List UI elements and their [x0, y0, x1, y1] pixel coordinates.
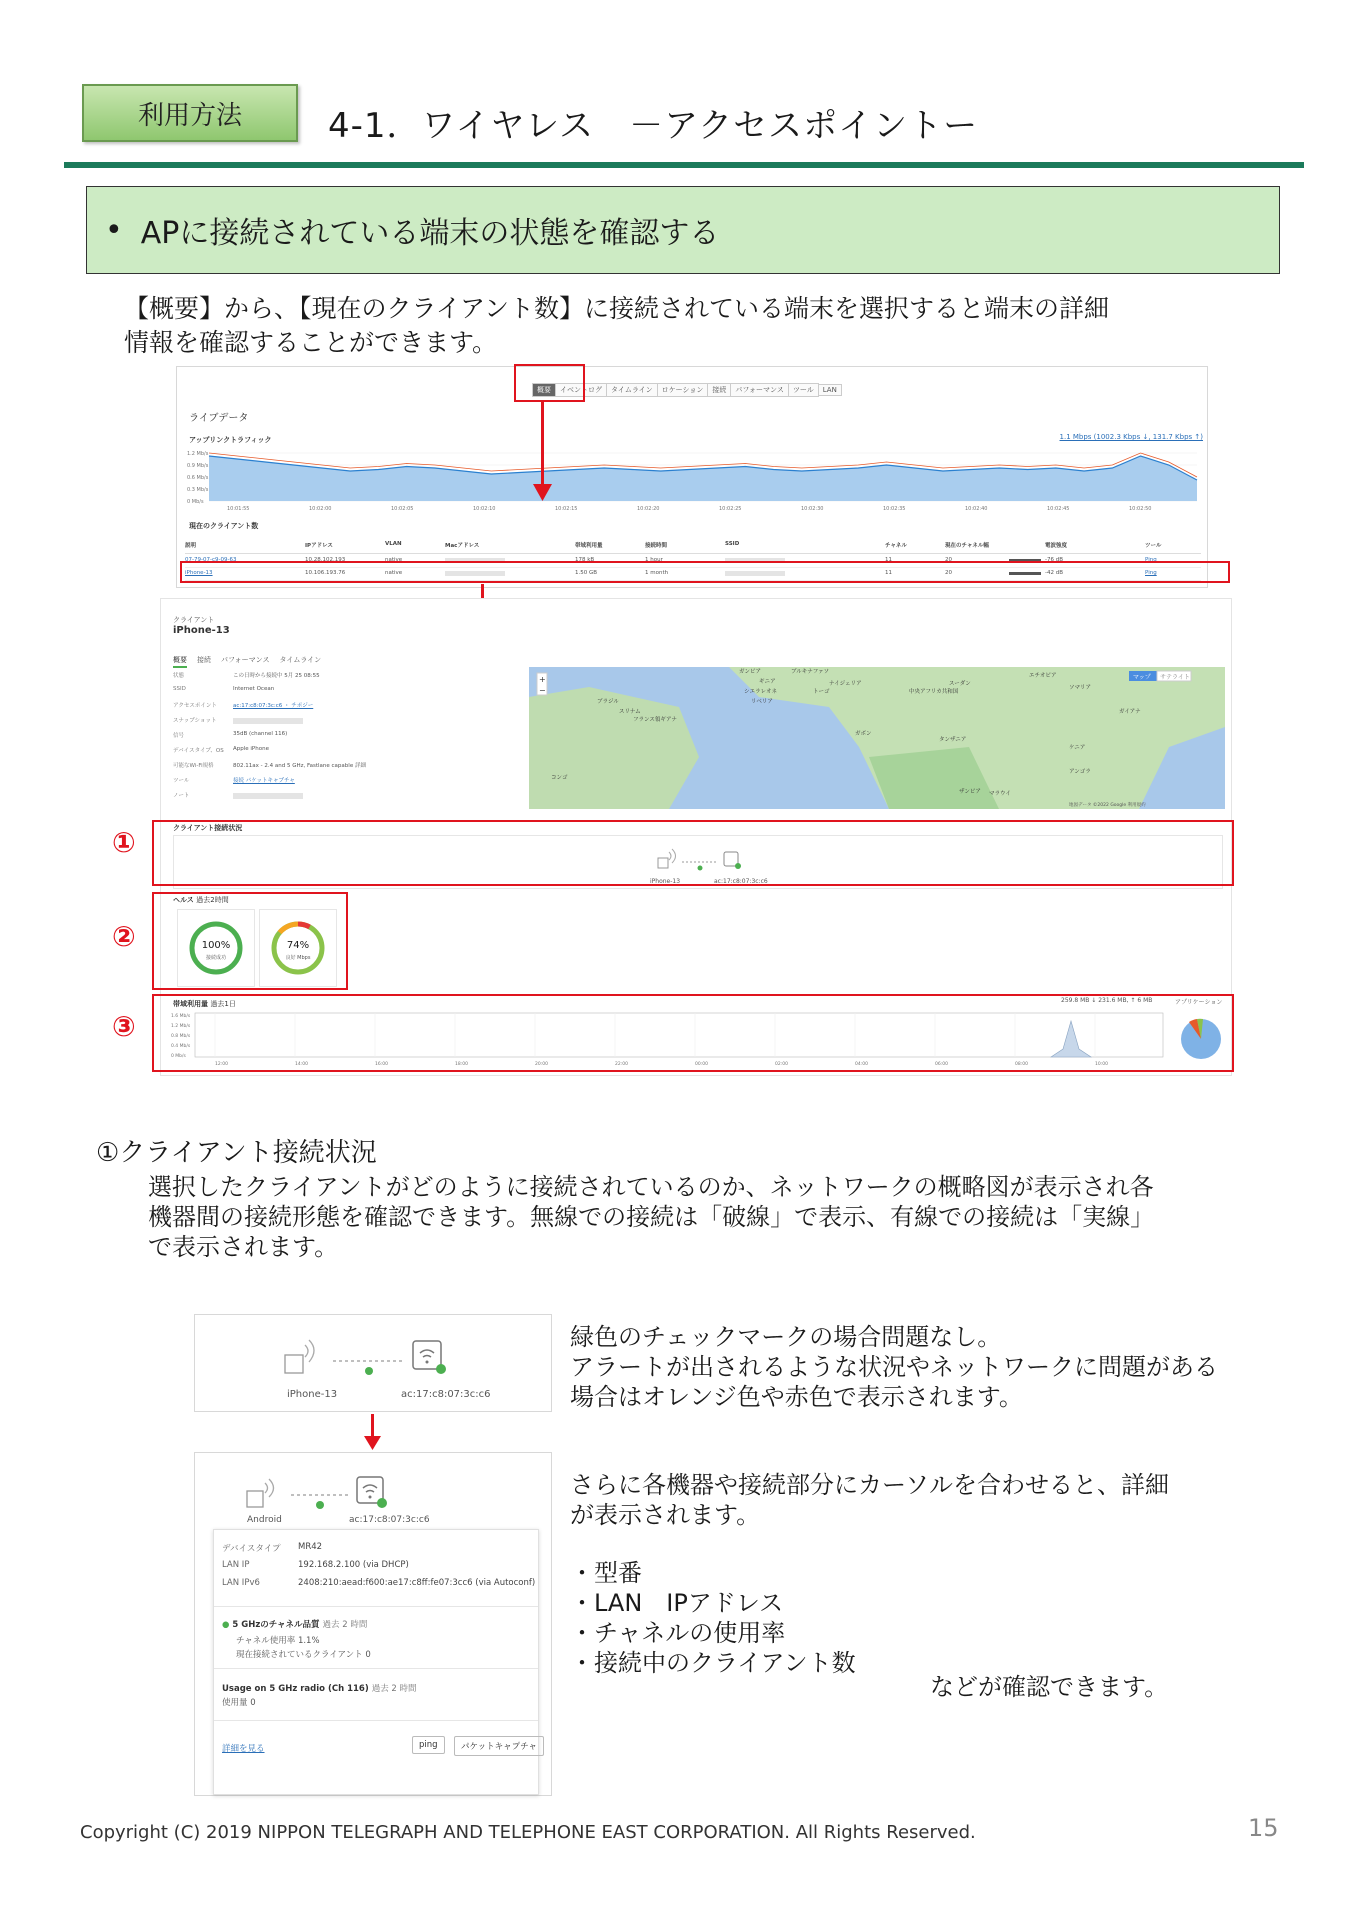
bandwidth-x-tick: 14:00 [295, 1062, 308, 1067]
divider [214, 1720, 538, 1721]
overview-screenshot [176, 366, 1208, 588]
client-row-highlight [180, 561, 1230, 583]
usage-badge: 利用方法 [82, 84, 298, 142]
overview-tab-1[interactable]: イベントログ [555, 383, 607, 397]
bandwidth-x-tick: 18:00 [455, 1062, 468, 1067]
arrow-line-1 [541, 402, 544, 486]
table-cell[interactable]: iPhone-13 [185, 570, 213, 576]
map-label: ブルキナファソ [791, 669, 830, 675]
topology-screenshot [194, 1314, 552, 1412]
clients-title: 現在のクライアント数 [189, 522, 259, 530]
uplink-x-tick: 10:02:40 [965, 506, 988, 512]
client-field-label: 状態 [173, 673, 185, 679]
client-field-value[interactable]: ac:17:c8:07:3c:c6 ・ チポジー [233, 703, 314, 709]
zoom-in-icon[interactable]: + [539, 675, 546, 684]
intro-line-1: 【概要】から、【現在のクライアント数】に接続されている端末を選択すると端末の詳細 [124, 294, 1110, 323]
map-label: ソマリア [1069, 685, 1092, 691]
tooltip-row-value: 192.168.2.100 (via DHCP) [298, 1560, 409, 1570]
topology-android [245, 1473, 435, 1517]
ap-tooltip [213, 1529, 539, 1795]
table-cell: 10.28.102.193 [305, 557, 346, 563]
client-field-label: ツール [173, 778, 190, 784]
uplink-x-tick: 10:02:20 [637, 506, 660, 512]
bandwidth-total: 259.8 MB ↓ 231.6 MB, ↑ 6 MB [1061, 997, 1153, 1004]
note-2-list-item: ・チャネルの使用率 [570, 1619, 786, 1647]
marker-1: ① [112, 826, 136, 859]
table-cell: native [385, 570, 403, 576]
bandwidth-legend: アプリケーション [1175, 999, 1223, 1006]
client-field-row [173, 759, 513, 774]
overview-tab-5[interactable]: パフォーマンス [730, 383, 788, 397]
tooltip-row-label: LAN IPv6 [222, 1578, 260, 1588]
overview-tab-highlight [514, 364, 585, 402]
uplink-x-tick: 10:01:55 [227, 506, 250, 512]
map-label: ブラジル [597, 699, 619, 705]
map-label: トーゴ [813, 689, 830, 695]
client-tab-1[interactable]: 接続 [197, 656, 211, 664]
channel-quality-title: ● 5 GHzのチャネル品質 過去 2 時間 [222, 1620, 368, 1630]
section-1-line-2: 機器間の接続形態を確認できます。無線での接続は「破線」で表示、有線での接続は「実線」 [148, 1203, 1155, 1231]
arrow-down-icon [364, 1436, 381, 1451]
section-1-line-3: で表示されます。 [148, 1233, 339, 1261]
live-data-title: ライブデータ [189, 413, 249, 424]
note-2-line-1: さらに各機器や接続部分にカーソルを合わせると、詳細 [570, 1471, 1170, 1499]
map-label: シエラレオネ [744, 689, 777, 695]
topology-detail-client: iPhone-13 [287, 1389, 338, 1400]
intro-line-2: 情報を確認することができます。 [124, 328, 498, 357]
connection-status-title: クライアント接続状況 [173, 824, 243, 832]
highlight-connection-status [152, 820, 1234, 886]
table-cell[interactable]: 07-79-07-c9-09-63 [185, 557, 237, 563]
map-label: スリナム [619, 709, 641, 715]
note-2-list-item: ・型番 [570, 1559, 642, 1587]
bandwidth-x-tick: 10:00 [1095, 1062, 1108, 1067]
map-label: ケニア [1069, 745, 1086, 751]
highlight-health [152, 892, 348, 990]
bandwidth-x-tick: 00:00 [695, 1062, 708, 1067]
marker-3: ③ [112, 1010, 136, 1043]
table-cell: 11 [885, 570, 892, 576]
key-point-text: APに接続されている端末の状態を確認する [140, 216, 720, 251]
clients-col-1: IPアドレス [305, 543, 333, 549]
header-divider [64, 162, 1304, 168]
map-toggle-satellite-label: サテライト [1160, 674, 1190, 681]
uplink-y-tick: 0 Mb/s [187, 499, 204, 505]
arrow-down-icon [533, 484, 552, 502]
tooltip-row [222, 1558, 532, 1576]
topology-client-label: iPhone-13 [650, 878, 681, 885]
bandwidth-title: 帯域利用量 過去1日 [173, 1000, 236, 1008]
note-2-line-2: が表示されます。 [570, 1501, 761, 1529]
tooltip-screenshot [194, 1452, 552, 1796]
gauge-throughput-label: 良好 Mbps [285, 955, 311, 961]
clients-col-4: 帯域利用量 [575, 543, 603, 549]
uplink-y-tick: 1.2 Mb/s [187, 451, 209, 457]
arrow-line-3 [371, 1414, 374, 1438]
table-cell: -42 dB [1045, 570, 1063, 576]
client-field-row [173, 789, 513, 804]
table-cell: -76 dB [1045, 557, 1063, 563]
note-2-list [570, 1558, 856, 1678]
connected-clients: 現在接続されているクライアント 0 [236, 1650, 371, 1660]
overview-tab-7[interactable]: LAN [818, 384, 842, 396]
client-detail-tabs [173, 647, 331, 666]
map-label: タンザニア [939, 737, 967, 743]
bandwidth-x-tick: 12:00 [215, 1062, 228, 1067]
map-label: ガボン [855, 731, 872, 737]
uplink-chart [187, 447, 1199, 513]
details-link[interactable]: 詳細を見る [222, 1744, 265, 1754]
client-field-value: Internet Ocean [233, 686, 275, 692]
client-field-row [173, 729, 513, 744]
client-tab-2[interactable]: パフォーマンス [221, 656, 270, 664]
ping-button[interactable]: ping [412, 1736, 445, 1754]
client-field-label: 信号 [173, 733, 185, 739]
bandwidth-y-tick: 1.6 Mb/s [171, 1014, 191, 1019]
table-cell: 1.50 GB [575, 570, 598, 576]
location-map [529, 667, 1225, 809]
map-label: リベリア [751, 699, 773, 705]
uplink-x-tick: 10:02:15 [555, 506, 578, 512]
uplink-area-down [209, 456, 1197, 501]
map-label: フランス領ギアナ [633, 717, 677, 723]
client-device-name: iPhone-13 [173, 625, 230, 636]
uplink-x-tick: 10:02:45 [1047, 506, 1070, 512]
client-field-row [173, 699, 513, 714]
uplink-rate[interactable]: 1.1 Mbps (1002.3 Kbps ↓, 131.7 Kbps ↑) [1059, 433, 1203, 441]
note-1-line-2: アラートが出されるような状況やネットワークに問題がある [570, 1353, 1218, 1381]
bandwidth-x-tick: 02:00 [775, 1062, 788, 1067]
tooltip-row-label: デバイスタイプ [222, 1544, 281, 1554]
highlight-bandwidth [152, 994, 1234, 1072]
bullet: • [105, 212, 123, 248]
clients-col-2: VLAN [385, 541, 402, 547]
radio-usage-title: Usage on 5 GHz radio (Ch 116) 過去 2 時間 [222, 1684, 417, 1694]
topology-detail-ap: ac:17:c8:07:3c:c6 [401, 1389, 491, 1400]
map-label: スーダン [949, 681, 971, 687]
table-cell: 10.106.193.76 [305, 570, 346, 576]
note-2-list-item: ・LAN IPアドレス [570, 1589, 784, 1617]
client-field-row [173, 714, 513, 729]
table-cell: 11 [885, 557, 892, 563]
clients-col-6: SSID [725, 541, 740, 547]
clients-col-5: 接続時間 [645, 543, 668, 549]
health-title: ヘルス 過去2時間 [173, 896, 229, 904]
key-point-box [86, 186, 1280, 274]
map-toggle-map-label: マップ [1133, 674, 1151, 681]
bandwidth-x-tick: 08:00 [1015, 1062, 1028, 1067]
bandwidth-x-tick: 04:00 [855, 1062, 868, 1067]
radio-usage-value: 使用量 0 [222, 1698, 256, 1708]
bandwidth-y-tick: 0 Mb/s [171, 1054, 186, 1059]
channel-usage-rate: チャネル使用率 1.1% [236, 1636, 320, 1646]
uplink-x-tick: 10:02:30 [801, 506, 824, 512]
client-field-value: この日時から接続中 5月 25 08:55 [233, 673, 320, 679]
clients-col-3: Macアドレス [445, 543, 480, 549]
tooltip-row-label: LAN IP [222, 1560, 250, 1570]
bandwidth-y-tick: 0.4 Mb/s [171, 1044, 191, 1049]
section-1-line-1: 選択したクライアントがどのように接続されているのか、ネットワークの概略図が表示され各 [148, 1173, 1154, 1201]
clients-col-7: チャネル [885, 543, 907, 549]
client-field-row [173, 744, 513, 759]
client-field-label: デバイスタイプ、OS [173, 748, 224, 754]
tooltip-ap: ac:17:c8:07:3c:c6 [349, 1515, 430, 1525]
divider [214, 1606, 538, 1607]
overview-tab-3[interactable]: ロケーション [657, 383, 709, 397]
overview-tab-6[interactable]: ツール [788, 383, 819, 397]
bandwidth-x-tick: 06:00 [935, 1062, 948, 1067]
client-field-value: 802.11ax - 2.4 and 5 GHz, Fastlane capable 詳細 [233, 763, 366, 769]
map-label: 中央アフリカ共和国 [909, 689, 959, 695]
tooltip-row [222, 1540, 532, 1558]
bandwidth-y-tick: 0.8 Mb/s [171, 1034, 191, 1039]
map-label: エチオピア [1029, 673, 1057, 679]
note-2-list-item: ・接続中のクライアント数 [570, 1649, 856, 1677]
client-field-label: SSID [173, 686, 186, 692]
marker-2: ② [112, 920, 136, 953]
uplink-y-tick: 0.9 Mb/s [187, 463, 209, 469]
map-label: ガイアナ [1119, 709, 1141, 715]
uplink-x-tick: 10:02:35 [883, 506, 906, 512]
zoom-out-icon[interactable]: − [539, 686, 546, 695]
client-field-label: アクセスポイント [173, 703, 217, 709]
map-label: ギニア [759, 679, 776, 685]
uplink-y-tick: 0.3 Mb/s [187, 487, 209, 493]
clients-col-10: ツール [1145, 543, 1162, 549]
map-label: マラウイ [989, 791, 1011, 797]
table-cell: 20 [945, 570, 952, 576]
client-tab-3[interactable]: タイムライン [279, 656, 322, 664]
overview-tab-2[interactable]: タイムライン [606, 383, 658, 397]
client-field-value[interactable]: 接続 パケットキャプチャ [233, 778, 295, 784]
uplink-title: アップリンクトラフィック [189, 436, 272, 444]
gauge-throughput-value: 74% [286, 940, 310, 951]
note-1-line-3: 場合はオレンジ色や赤色で表示されます。 [570, 1383, 1023, 1411]
page-title: 4-1．ワイヤレス －アクセスポイントー [328, 106, 979, 146]
page-number: 15 [1248, 1814, 1279, 1842]
client-field-value: Apple iPhone [233, 746, 269, 752]
client-field-value: 35dB (channel 116) [233, 731, 288, 737]
map-label: コンゴ [551, 775, 568, 781]
section-1-heading: ①クライアント接続状況 [96, 1138, 377, 1168]
uplink-x-tick: 10:02:10 [473, 506, 496, 512]
tooltip-client: Android [247, 1515, 282, 1525]
client-field-label: スナップショット [173, 718, 217, 724]
gauge-connection-label: 接続成功 [205, 955, 226, 961]
client-field-row [173, 774, 513, 789]
bandwidth-x-tick: 22:00 [615, 1062, 628, 1067]
divider [214, 1668, 538, 1669]
redacted-value [233, 793, 303, 799]
table-cell[interactable]: Ping [1145, 557, 1157, 563]
table-cell: 178 kB [575, 557, 595, 563]
topology-ap-label: ac:17:c8:07:3c:c6 [714, 878, 768, 885]
clients-header [185, 539, 1201, 554]
map-credit: 地図データ ©2022 Google 利用規約 [1069, 803, 1146, 808]
clients-col-9: 電波強度 [1045, 543, 1068, 549]
bandwidth-x-tick: 16:00 [375, 1062, 388, 1067]
client-field-label: ノート [173, 793, 190, 799]
table-cell: 1 hour [645, 557, 663, 563]
map-label: アンゴラ [1069, 769, 1091, 775]
redacted-value [233, 718, 303, 724]
client-tab-0[interactable]: 概要 [173, 656, 187, 668]
tooltip-rows [222, 1540, 536, 1594]
uplink-x-tick: 10:02:00 [309, 506, 332, 512]
overview-tab-4[interactable]: 接続 [707, 383, 731, 397]
gauge-connection-value: 100% [201, 940, 231, 951]
overview-tab-0[interactable]: 概要 [532, 383, 556, 397]
uplink-x-tick: 10:02:25 [719, 506, 742, 512]
map-label: ガンビア [739, 669, 762, 675]
table-cell[interactable]: Ping [1145, 570, 1157, 576]
table-cell: 20 [945, 557, 952, 563]
note-1-line-1: 緑色のチェックマークの場合問題なし。 [570, 1323, 1002, 1351]
map-label: ザンビア [959, 789, 981, 795]
client-breadcrumb: クライアント [173, 616, 215, 624]
uplink-x-tick: 10:02:50 [1129, 506, 1152, 512]
client-field-label: 可能なWi-Fi規格 [173, 763, 214, 769]
topology-detail [283, 1335, 473, 1385]
tooltip-row [222, 1576, 536, 1594]
bandwidth-y-tick: 1.2 Mb/s [171, 1024, 191, 1029]
clients-col-8: 現在のチャネル幅 [945, 543, 989, 549]
map-label: ナイジェリア [829, 681, 862, 687]
copyright: Copyright (C) 2019 NIPPON TELEGRAPH AND TELEPHONE EAST CORPORATION. All Rights Reserved. [80, 1822, 976, 1843]
client-field-row [173, 684, 513, 699]
tooltip-row-value: MR42 [298, 1542, 323, 1552]
table-cell: native [385, 557, 403, 563]
uplink-y-tick: 0.6 Mb/s [187, 475, 209, 481]
client-field-row [173, 669, 513, 684]
uplink-x-tick: 10:02:05 [391, 506, 414, 512]
packet-capture-button[interactable]: パケットキャプチャ [454, 1736, 544, 1756]
bandwidth-x-tick: 20:00 [535, 1062, 548, 1067]
note-2-closing: などが確認できます。 [930, 1673, 1169, 1701]
table-cell: 1 month [645, 570, 669, 576]
clients-col-0: 説明 [185, 543, 197, 549]
client-fields [173, 669, 513, 804]
tooltip-row-value: 2408:210:aead:f600:ae17:c8ff:fe07:3cc6 (via Autoconf) [298, 1578, 536, 1588]
